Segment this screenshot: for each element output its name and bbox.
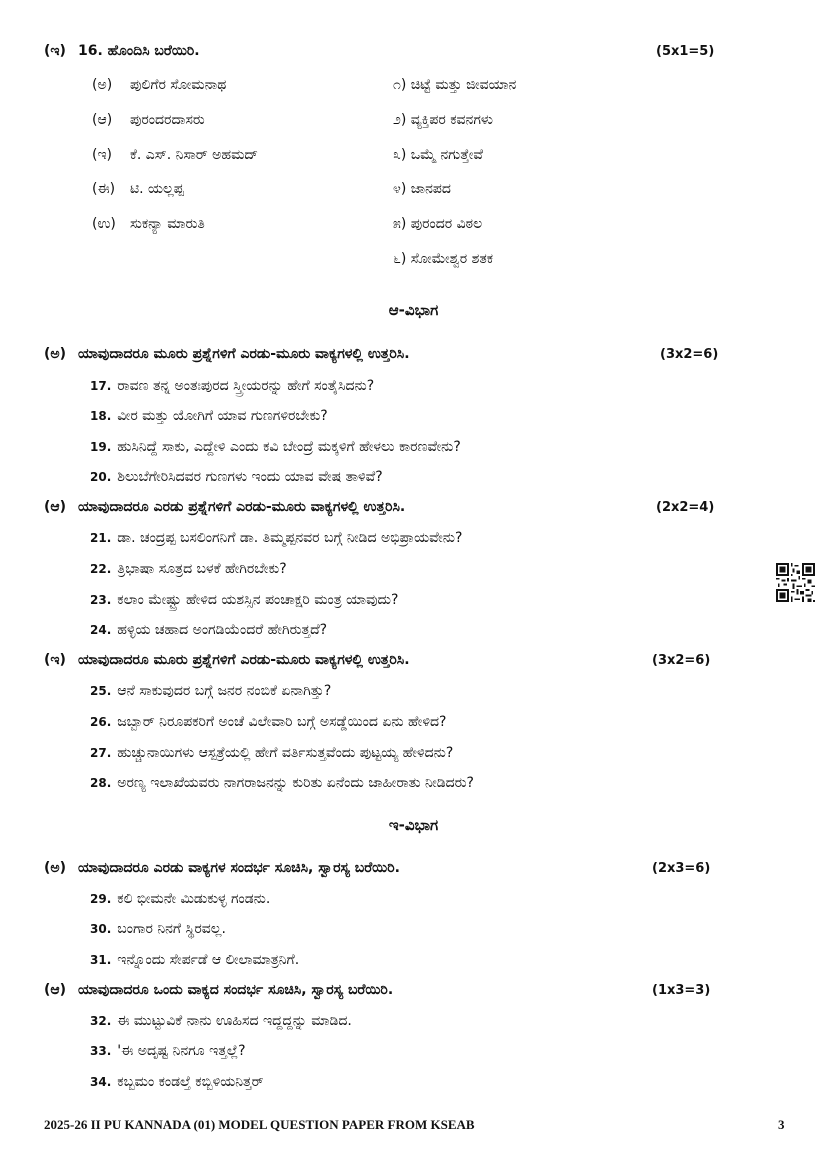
question-number: 29. [90, 892, 112, 906]
question-item [90, 745, 453, 761]
question-number: 31. [90, 953, 112, 967]
match-left-key: (ಉ) [92, 216, 116, 232]
question-number: 24. [90, 623, 112, 637]
group-marks: (2x3=6) [652, 861, 711, 876]
match-left-item: ಪುರಂದರದಾಸರು [130, 112, 205, 128]
footer-title: 2025-26 II PU KANNADA (01) MODEL QUESTION PAPER FROM KSEAB [44, 1117, 475, 1132]
question-text: ಜಬ್ಬಾರ್ ನಿರೂಪಕರಿಗೆ ಅಂಚೆ ವಿಲೇವಾರಿ ಬಗ್ಗೆ ಅಸಡ್ಡೆಯಿಂದ ಏನು ಹೇಳಿದ? [117, 714, 447, 730]
match-left-key: (ಇ) [92, 147, 113, 163]
match-left-item: ಸುಕನ್ಯಾ ಮಾರುತಿ [130, 216, 205, 232]
question-item [90, 530, 462, 546]
question-item [90, 1043, 246, 1059]
group-label: (ಇ) [44, 652, 66, 668]
group-instruction: ಯಾವುದಾದರೂ ಎರಡು ವಾಕ್ಯಗಳ ಸಂದರ್ಭ ಸೂಚಿಸಿ, ಸ್ವಾರಸ್ಯ ಬರೆಯಿರಿ. [78, 860, 400, 876]
question-number: 27. [90, 746, 112, 760]
question-text: ಈ ಮುಟ್ಟುವಿಕೆ ನಾನು ಊಹಿಸದ ಇದ್ದದ್ದನ್ನು ಮಾಡಿದ. [117, 1013, 352, 1029]
question-item [90, 921, 226, 937]
question-number: 18. [90, 409, 112, 423]
question-text: ಡಾ. ಚಂದ್ರಪ್ಪ ಬಸಲಿಂಗನಿಗೆ ಡಾ. ತಿಮ್ಮಪ್ಪನವರ ಬಗ್ಗೆ ನೀಡಿದ ಅಭಿಪ್ರಾಯವೇನು? [117, 530, 463, 546]
question-item [90, 408, 328, 424]
question-number: 17. [90, 379, 112, 393]
question-item [90, 592, 398, 608]
match-label: (ಇ) [44, 43, 66, 59]
question-text: ಕಲಾಂ ಮೇಷ್ಟ್ರು ಹೇಳಿದ ಯಶಸ್ಸಿನ ಪಂಚಾಕ್ಷರಿ ಮಂತ್ರ ಯಾವುದು? [117, 592, 399, 608]
question-number: 23. [90, 593, 112, 607]
group-label: (ಆ) [44, 982, 67, 998]
question-item [90, 622, 327, 638]
question-text: ಕಲಿ ಭೀಮನೇ ಮಿಡುಕುಳ್ಳ ಗಂಡನು. [117, 891, 271, 907]
match-right-item: ೧) ಚಿಟ್ಟೆ ಮತ್ತು ಜೀವಯಾನ [393, 77, 517, 93]
match-left-key: (ಈ) [92, 181, 116, 197]
question-text: ಶಿಲುಬೆಗೇರಿಸಿದವರ ಗುಣಗಳು ಇಂದು ಯಾವ ವೇಷ ತಾಳಿವೆ? [117, 469, 383, 485]
match-left-item: ಟಿ. ಯಲ್ಲಪ್ಪ [130, 181, 184, 197]
match-left-item: ಕೆ. ಎಸ್. ನಿಸಾರ್ ಅಹಮದ್ [130, 147, 258, 163]
qr-code-icon [776, 563, 815, 602]
question-item [90, 469, 383, 485]
section-e-heading: ಇ-ವಿಭಾಗ [388, 816, 439, 834]
question-item [90, 378, 374, 394]
question-item [90, 952, 299, 968]
question-text: ರಾವಣ ತನ್ನ ಅಂತಃಪುರದ ಸ್ತ್ರೀಯರನ್ನು ಹೇಗೆ ಸಂತೈಸಿದನು? [117, 378, 375, 394]
question-text: ಅರಣ್ಯ ಇಲಾಖೆಯವರು ನಾಗರಾಜನನ್ನು ಕುರಿತು ಏನೆಂದು ಜಾಹೀರಾತು ನೀಡಿದರು? [117, 775, 474, 791]
match-right-item: ೨) ವ್ಯಕ್ತಿಪರ ಕವನಗಳು [393, 112, 493, 128]
question-number: 33. [90, 1044, 112, 1058]
group-label: (ಅ) [44, 860, 67, 876]
group-marks: (1x3=3) [652, 983, 711, 998]
question-text: ಹಳ್ಳಿಯ ಚಹಾದ ಅಂಗಡಿಯೆಂದರೆ ಹೇಗಿರುತ್ತದೆ? [117, 622, 328, 638]
question-number: 28. [90, 776, 112, 790]
group-label: (ಆ) [44, 499, 67, 515]
question-number: 32. [90, 1014, 112, 1028]
match-left-key: (ಅ) [92, 77, 113, 93]
group-label: (ಅ) [44, 346, 67, 362]
question-number: 20. [90, 470, 112, 484]
match-title: 16. ಹೊಂದಿಸಿ ಬರೆಯಿರಿ. [78, 43, 200, 59]
question-item [90, 683, 331, 699]
question-text: ಇನ್ನೊಂದು ಸೇರ್ಪಡೆ ಆ ಲೀಲಾಮಾತ್ರನಿಗೆ. [117, 952, 300, 968]
question-text: ಬಂಗಾರ ನಿನಗೆ ಸ್ಥಿರವಲ್ಲ. [117, 921, 226, 937]
page-number: 3 [778, 1117, 785, 1132]
group-instruction: ಯಾವುದಾದರೂ ಎರಡು ಪ್ರಶ್ನೆಗಳಿಗೆ ಎರಡು-ಮೂರು ವಾಕ್ಯಗಳಲ್ಲಿ ಉತ್ತರಿಸಿ. [78, 499, 406, 515]
match-marks: (5x1=5) [656, 44, 715, 59]
question-item [90, 714, 446, 730]
match-right-item: ೪) ಜಾನಪದ [393, 181, 451, 197]
question-item [90, 775, 474, 791]
question-item [90, 561, 287, 577]
question-text: ತ್ರಿಭಾಷಾ ಸೂತ್ರದ ಬಳಕೆ ಹೇಗಿರಬೇಕು? [117, 561, 287, 577]
group-instruction: ಯಾವುದಾದರೂ ಮೂರು ಪ್ರಶ್ನೆಗಳಿಗೆ ಎರಡು-ಮೂರು ವಾಕ್ಯಗಳಲ್ಲಿ ಉತ್ತರಿಸಿ. [78, 652, 410, 668]
section-aa-heading: ಆ-ವಿಭಾಗ [388, 301, 439, 319]
question-number: 34. [90, 1075, 112, 1089]
group-marks: (3x2=6) [660, 347, 719, 362]
question-item [90, 1013, 352, 1029]
group-marks: (3x2=6) [652, 653, 711, 668]
question-number: 19. [90, 440, 112, 454]
question-text: ವೀರ ಮತ್ತು ಯೋಗಿಗೆ ಯಾವ ಗುಣಗಳಿರಬೇಕು? [117, 408, 328, 424]
match-left-key: (ಆ) [92, 112, 113, 128]
question-number: 26. [90, 715, 112, 729]
match-left-item: ಪುಲಿಗೆರ ಸೋಮನಾಥ [130, 77, 227, 93]
question-text: ಹುಸಿನಿದ್ದೆ ಸಾಕು, ಎದ್ದೇಳಿ ಎಂದು ಕವಿ ಬೇಂದ್ರೆ ಮಕ್ಕಳಿಗೆ ಹೇಳಲು ಕಾರಣವೇನು? [117, 439, 461, 455]
question-text: 'ಈ ಅದೃಷ್ಟ ನಿನಗೂ ಇತ್ತಲ್ಲೆ? [117, 1043, 246, 1059]
question-text: ಆನೆ ಸಾಕುವುದರ ಬಗ್ಗೆ ಜನರ ನಂಬಿಕೆ ಏನಾಗಿತ್ತು? [117, 683, 332, 699]
question-number: 25. [90, 684, 112, 698]
match-right-item: ೫) ಪುರಂದರ ವಿಠಲ [393, 216, 483, 232]
match-right-item: ೬) ಸೋಮೇಶ್ವರ ಶತಕ [393, 251, 494, 267]
question-text: ಕಬ್ಬಮಂ ಕಂಡಲ್ತೆ ಕಬ್ಬಿಳಿಯನಿತ್ತರ್ [117, 1074, 264, 1090]
question-item [90, 891, 270, 907]
group-marks: (2x2=4) [656, 500, 715, 515]
question-text: ಹುಚ್ಚುನಾಯಿಗಳು ಆಸ್ಪತ್ರೆಯಲ್ಲಿ ಹೇಗೆ ವರ್ತಿಸುತ್ತವೆಂದು ಪುಟ್ಟಯ್ಯ ಹೇಳಿದನು? [117, 745, 454, 761]
question-number: 21. [90, 531, 112, 545]
group-instruction: ಯಾವುದಾದರೂ ಒಂದು ವಾಕ್ಯದ ಸಂದರ್ಭ ಸೂಚಿಸಿ, ಸ್ವಾರಸ್ಯ ಬರೆಯಿರಿ. [78, 982, 394, 998]
question-item [90, 1074, 264, 1090]
group-instruction: ಯಾವುದಾದರೂ ಮೂರು ಪ್ರಶ್ನೆಗಳಿಗೆ ಎರಡು-ಮೂರು ವಾಕ್ಯಗಳಲ್ಲಿ ಉತ್ತರಿಸಿ. [78, 346, 410, 362]
question-number: 30. [90, 922, 112, 936]
question-number: 22. [90, 562, 112, 576]
match-right-item: ೩) ಒಮ್ಮೆ ನಗುತ್ತೇವೆ [393, 147, 483, 163]
question-item [90, 439, 461, 455]
